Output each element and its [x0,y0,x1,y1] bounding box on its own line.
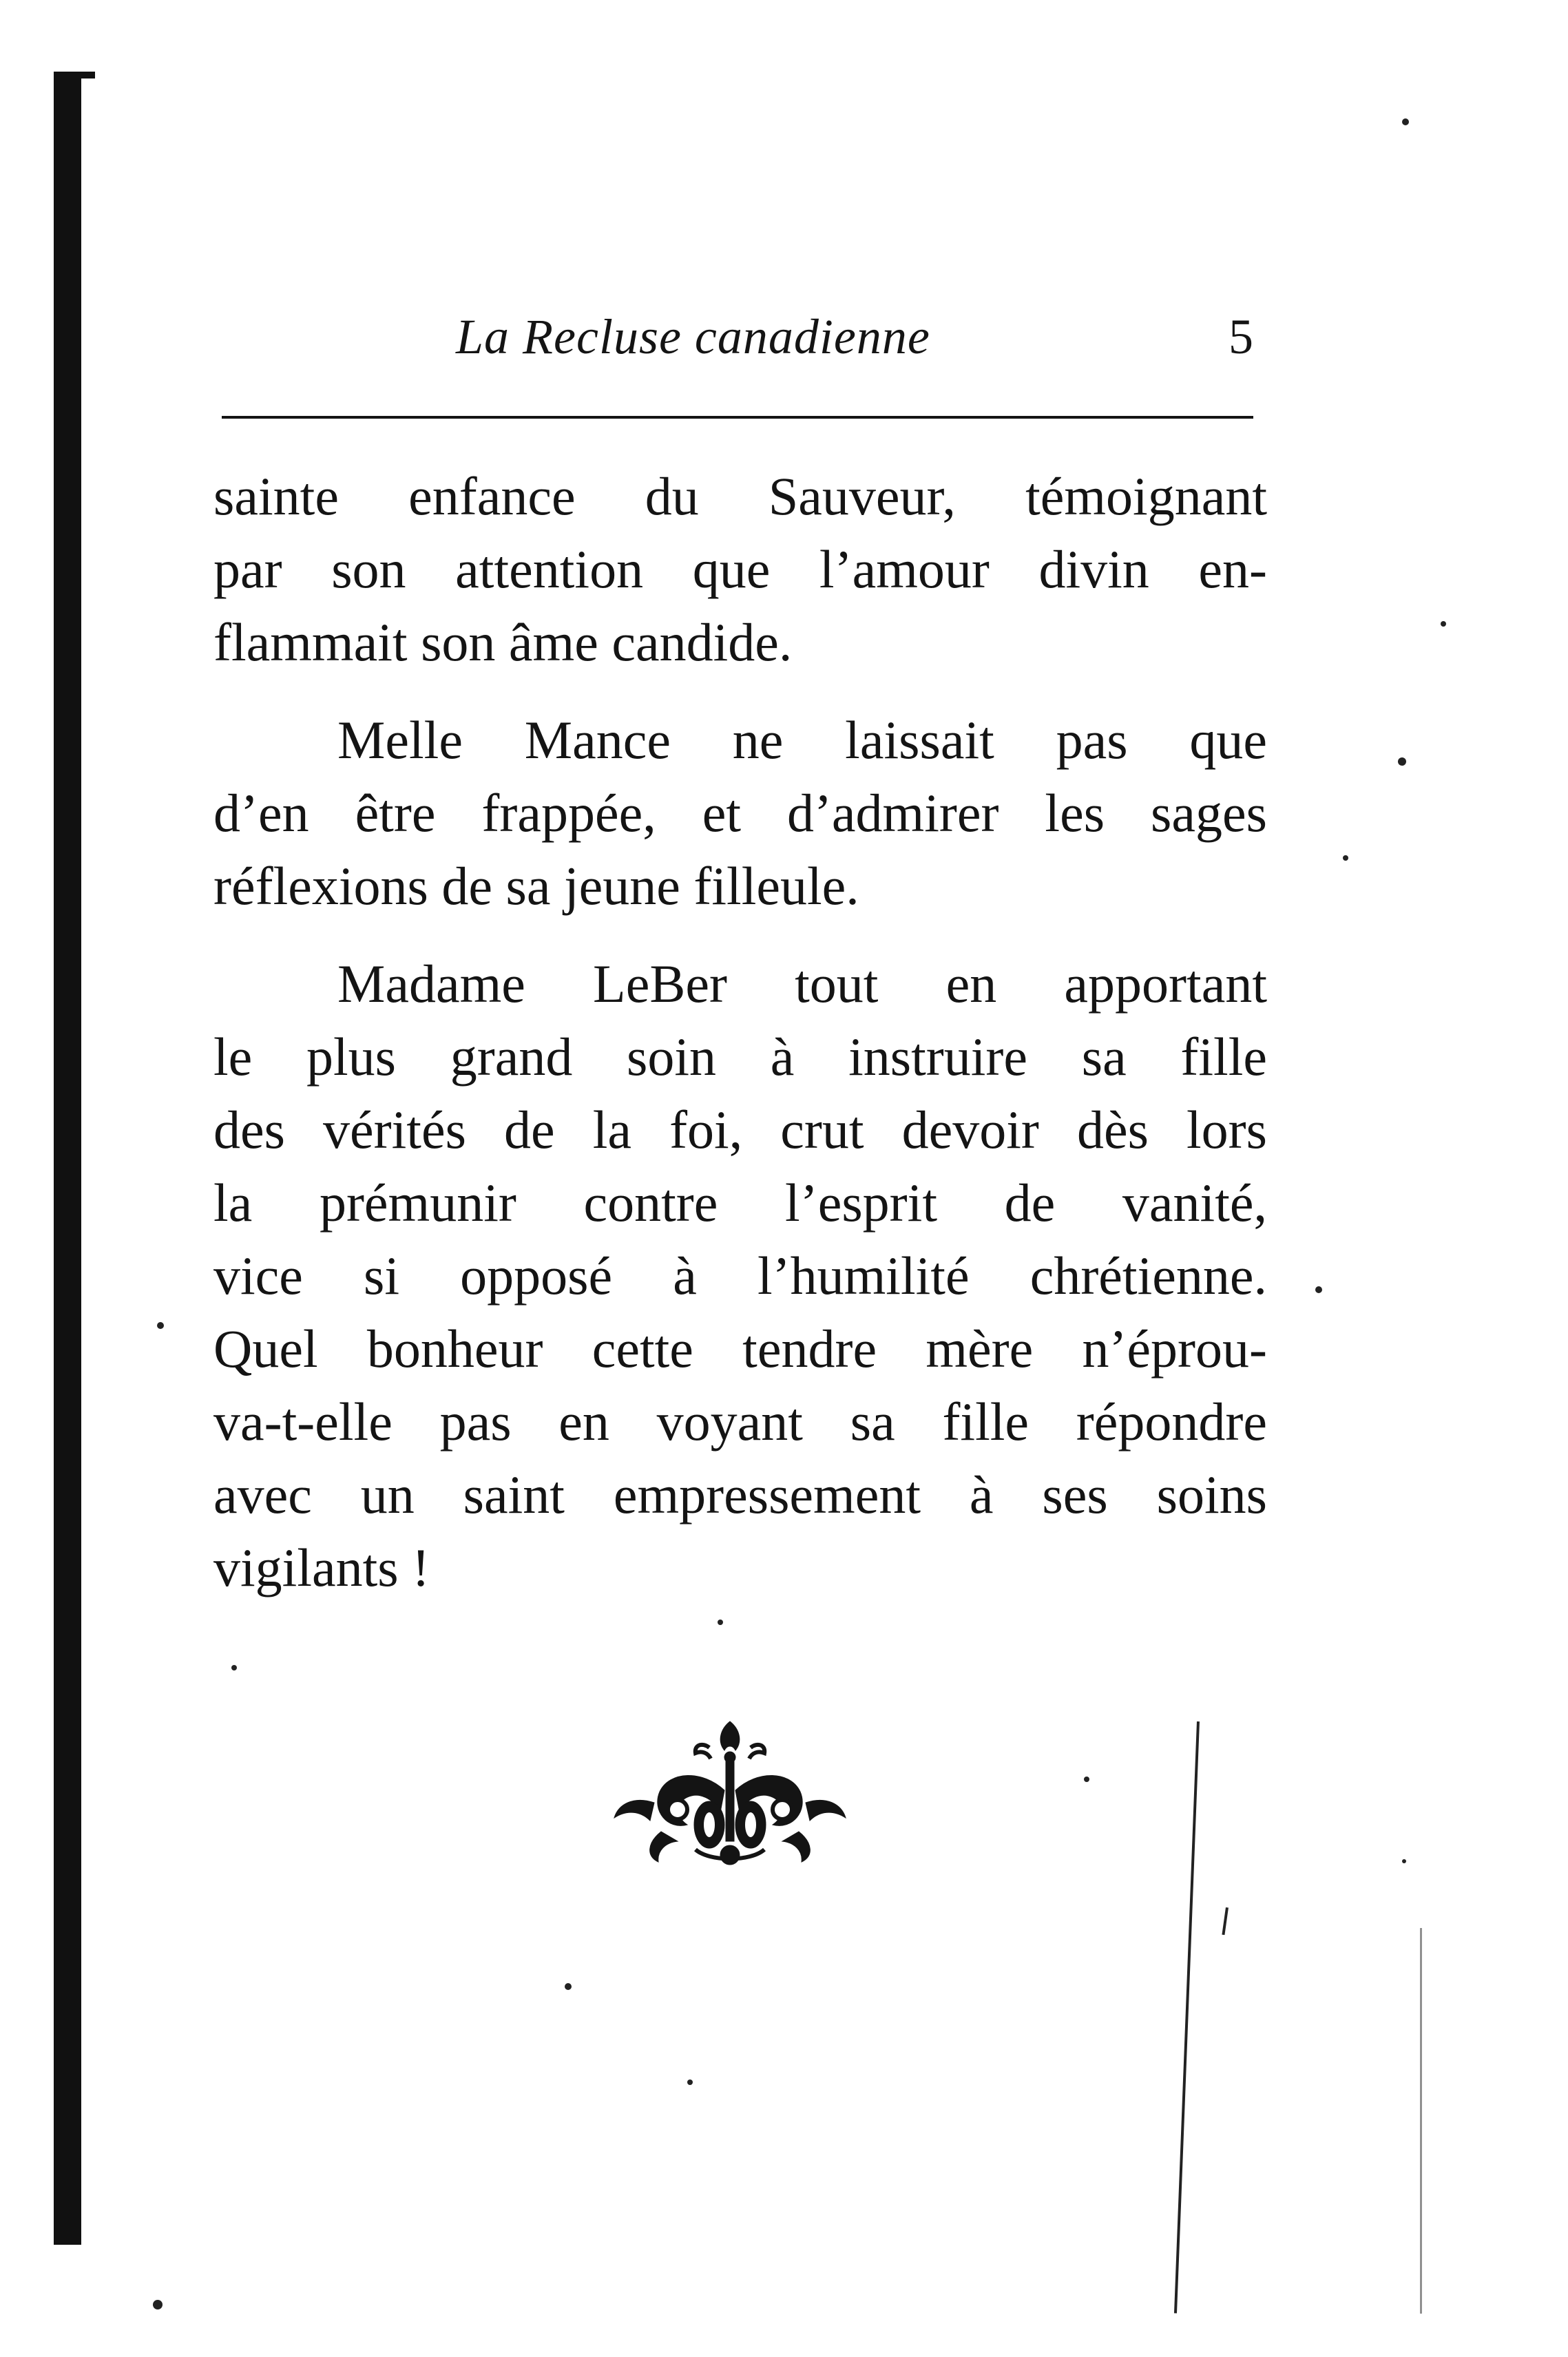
header-rule [222,416,1253,419]
scan-speck [1084,1777,1089,1782]
body-text [213,460,1267,1604]
scan-speck [153,2300,163,2309]
text-line: vigilants ! [213,1538,430,1597]
text-line: d’en être frappée, et d’admirer les sages [213,783,1267,843]
scan-scratch [1174,1721,1200,2314]
scan-speck [1441,621,1446,627]
paragraph-2 [213,704,1267,923]
paragraph-1 [213,460,1267,679]
text-line: Melle Mance ne laissait pas que [337,710,1267,770]
page-number: 5 [1229,309,1253,364]
scan-speck [718,1620,723,1625]
text-line: vice si opposé à l’humilité chrétienne. [213,1246,1267,1306]
text-line: avec un saint empressement à ses soins [213,1465,1267,1525]
text-line: flammait son âme candide. [213,612,793,672]
scan-speck [231,1665,237,1670]
text-line: va-t-elle pas en voyant sa fille répondre [213,1392,1267,1452]
text-line: par son attention que l’amour divin en- [213,539,1267,599]
scan-speck [1343,855,1348,861]
scan-speck [1315,1286,1322,1293]
text-line: la prémunir contre l’esprit de vanité, [213,1173,1267,1233]
running-title: La Recluse canadienne [456,309,930,364]
page-edge-tick [54,72,95,78]
paragraph-3 [213,947,1267,1604]
text-line: des vérités de la foi, crut devoir dès lors [213,1100,1267,1160]
text-line: réflexions de sa jeune filleule. [213,856,859,916]
scan-scratch [1420,1928,1422,2314]
scan-speck [687,2080,693,2085]
scan-speck [565,1983,572,1990]
scan-speck [1398,757,1406,766]
running-head [213,296,1253,379]
text-line: le plus grand soin à instruire sa fille [213,1027,1267,1087]
scan-speck [1402,1859,1406,1863]
scan-scratch [1222,1907,1229,1935]
floral-ornament-icon [606,1715,854,1873]
scan-speck [157,1322,164,1329]
text-line: Quel bonheur cette tendre mère n’éprou- [213,1319,1267,1379]
text-line: Madame LeBer tout en apportant [337,954,1267,1014]
text-line: sainte enfance du Sauveur, témoignant [213,466,1267,526]
scan-speck [1402,118,1409,125]
scanned-page-edge [54,77,81,2245]
